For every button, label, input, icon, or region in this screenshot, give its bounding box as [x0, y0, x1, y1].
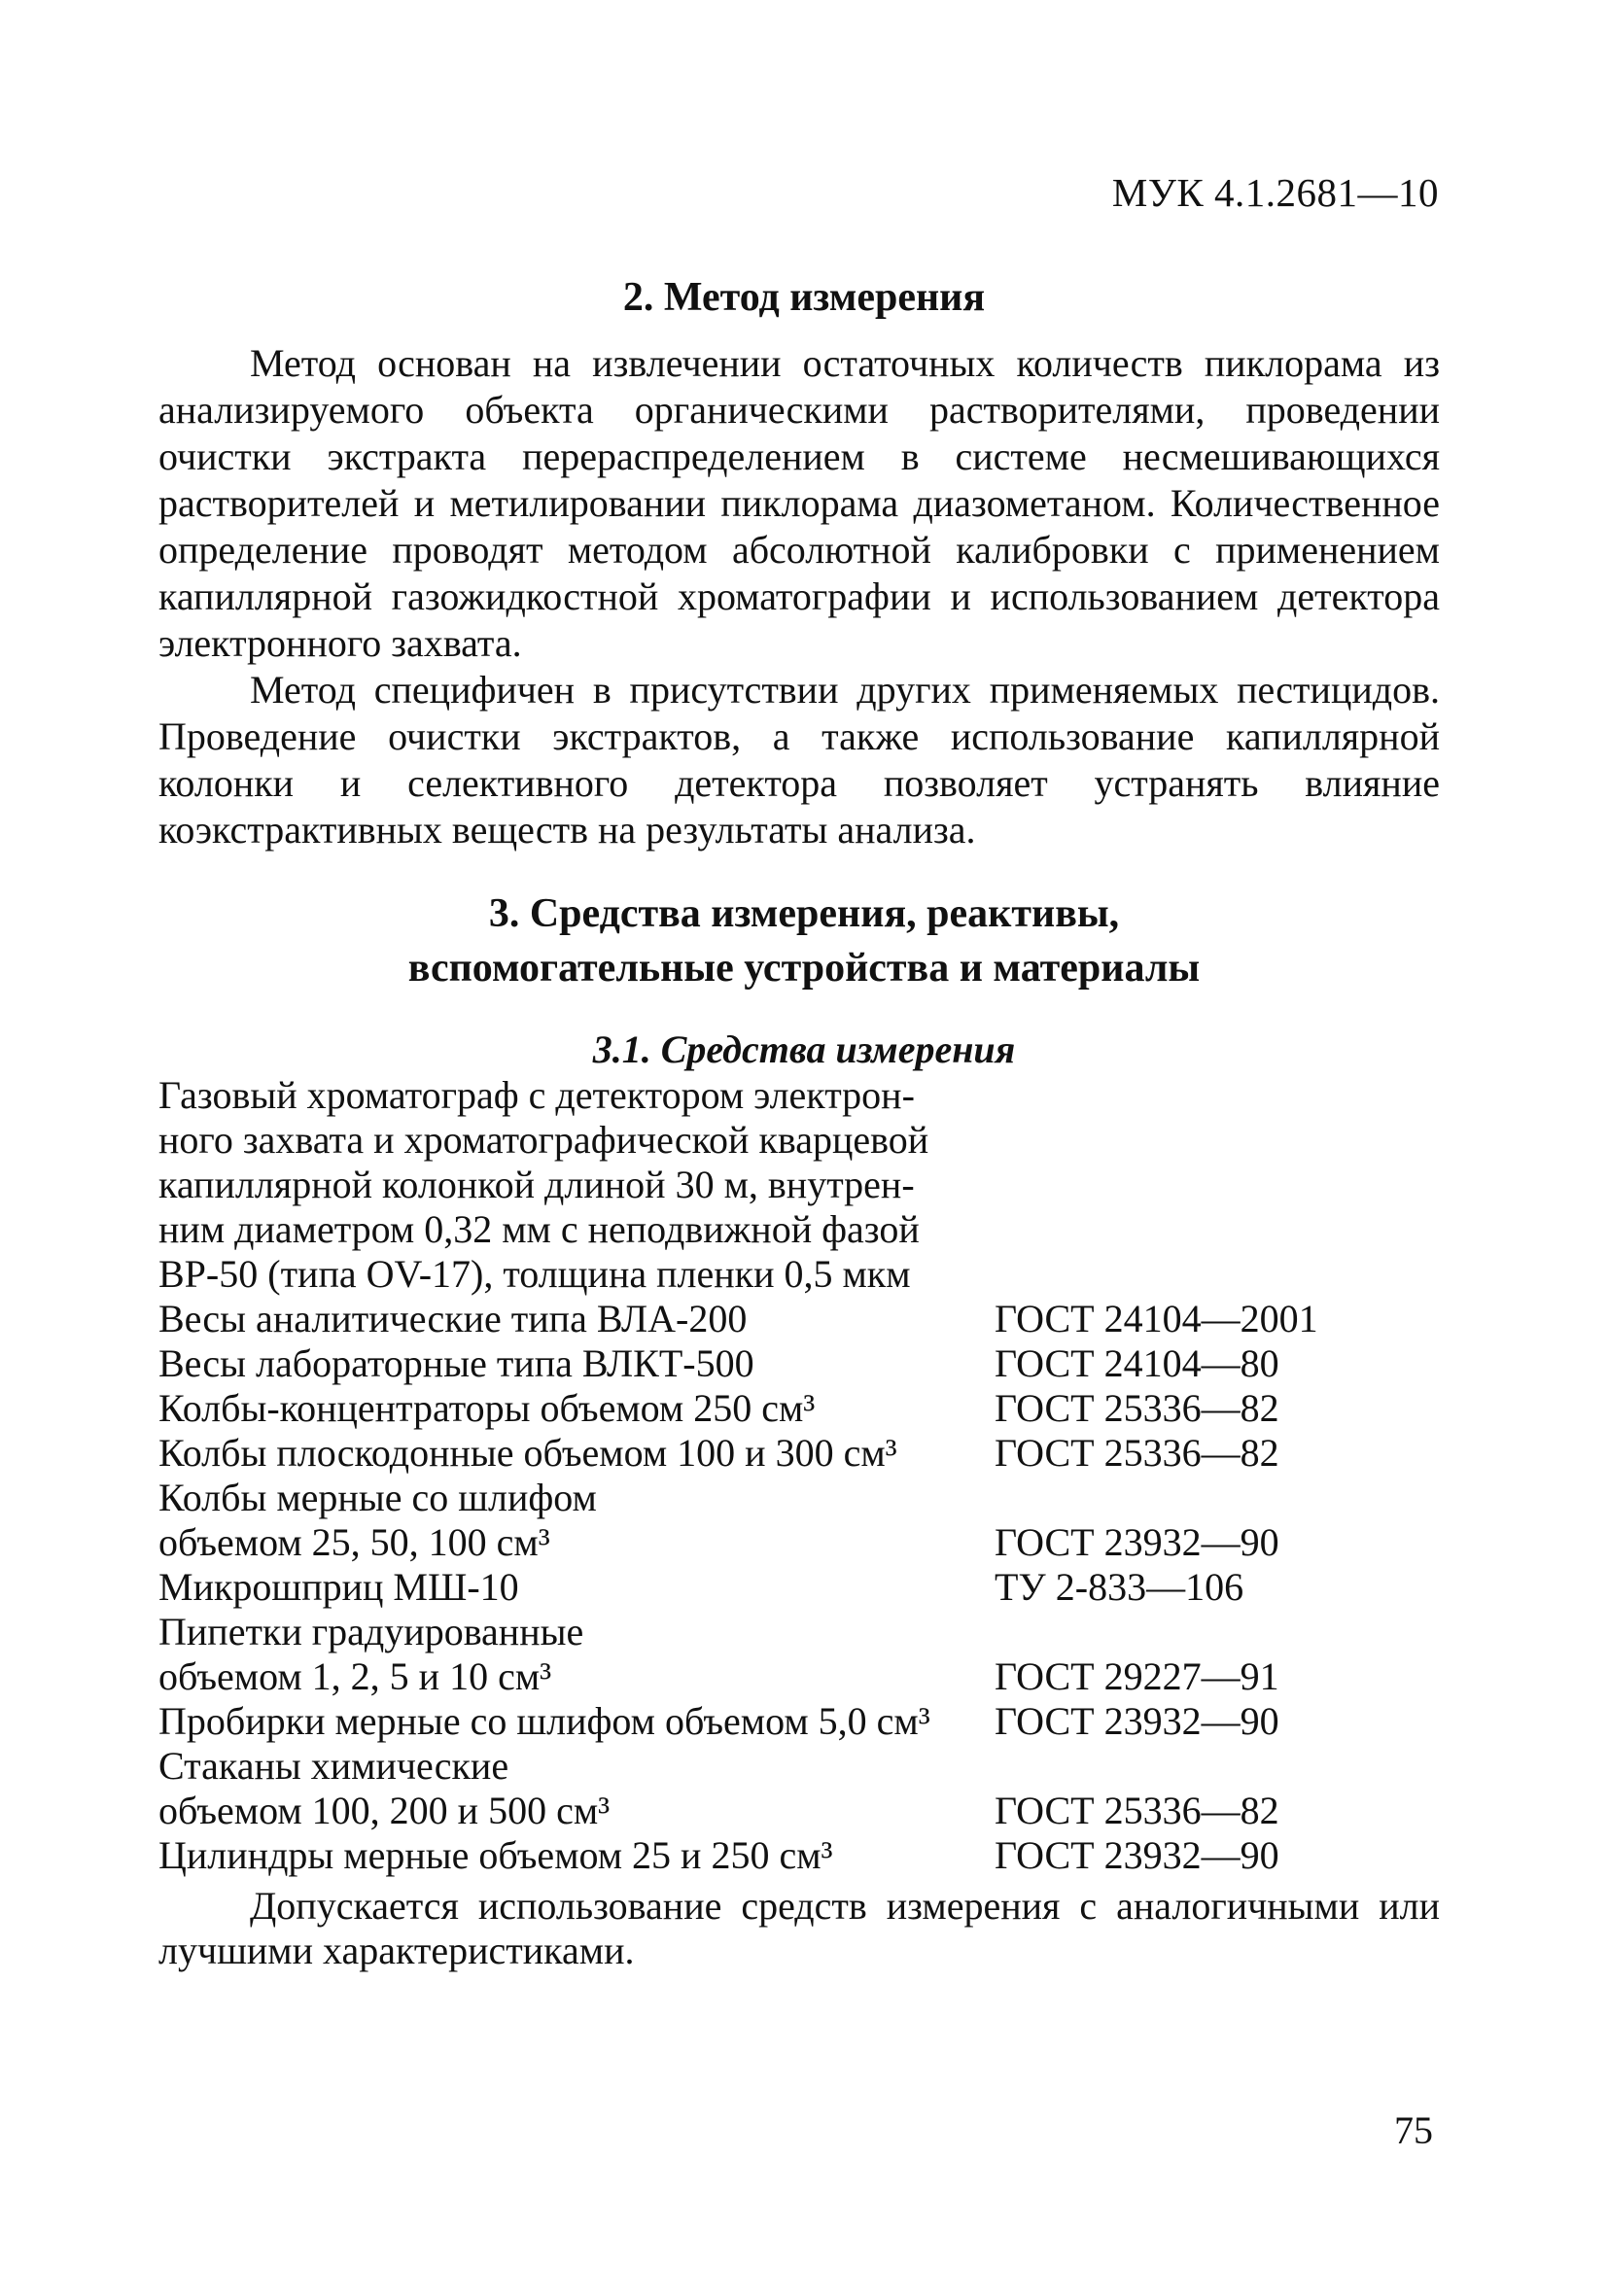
equipment-standard: ГОСТ 23932—90	[995, 1699, 1279, 1743]
equipment-name-line: ним диаметром 0,32 мм с неподвижной фазой	[158, 1207, 920, 1251]
equipment-name-line: BP-50 (типа OV-17), толщина пленки 0,5 мкм	[158, 1252, 911, 1296]
equipment-item-graduated-pipettes	[158, 1610, 1451, 1699]
equipment-item-measuring-tubes	[158, 1699, 1451, 1744]
equipment-list	[158, 1073, 1451, 1878]
equipment-name-line: Пипетки градуированные	[158, 1610, 584, 1653]
document-code: МУК 4.1.2681—10	[1111, 170, 1439, 215]
equipment-standard: ГОСТ 24104—2001	[995, 1297, 1318, 1340]
equipment-name-line: капиллярной колонкой длиной 30 м, внутрен-	[158, 1163, 915, 1206]
section-3-heading	[0, 887, 1608, 995]
equipment-note-text: Допускается использование средств измерения с аналогичными или лучшими характеристиками.	[158, 1884, 1440, 1972]
equipment-standard: ГОСТ 24104—80	[995, 1341, 1279, 1385]
equipment-item-microsyringe	[158, 1565, 1451, 1610]
section-2-paragraph-2	[158, 667, 1440, 853]
equipment-name-line: Газовый хроматограф с детектором электрон-	[158, 1073, 915, 1117]
equipment-standard: ГОСТ 25336—82	[995, 1431, 1279, 1475]
equipment-name-line: Весы лабораторные типа ВЛКТ-500	[158, 1341, 754, 1385]
equipment-standard: ГОСТ 25336—82	[995, 1789, 1279, 1832]
section-2-paragraph-1-text: Метод основан на извлечении остаточных количеств пиклорама из анализируемого объекта органическими растворителями, проведении очистки экстракта перераспределением в системе несмешивающихся растворителей и метилировании пиклорама диазометаном. Количественное определение проводят методом абсолютной калибровки с применением капиллярной газожидкостной хроматографии и использованием детектора электронного захвата.	[158, 341, 1440, 665]
equipment-name-line: объемом 100, 200 и 500 см³	[158, 1789, 611, 1832]
equipment-name-line: Колбы плоскодонные объемом 100 и 300 см³	[158, 1431, 897, 1475]
equipment-standard: ГОСТ 23932—90	[995, 1520, 1279, 1564]
equipment-standard: ГОСТ 23932—90	[995, 1833, 1279, 1877]
equipment-name-line: Колбы-концентраторы объемом 250 см³	[158, 1386, 816, 1430]
equipment-name-line: объемом 1, 2, 5 и 10 см³	[158, 1654, 552, 1698]
equipment-name-line: Весы аналитические типа ВЛА-200	[158, 1297, 748, 1340]
equipment-note	[158, 1884, 1440, 1973]
subsection-3-1-heading: 3.1. Средства измерения	[592, 1027, 1016, 1071]
equipment-name-line: Микрошприц МШ-10	[158, 1565, 519, 1609]
equipment-name-line: Пробирки мерные со шлифом объемом 5,0 см³	[158, 1699, 930, 1743]
equipment-item-volumetric-flasks	[158, 1476, 1451, 1565]
page-number: 75	[1394, 2108, 1433, 2152]
equipment-name-line: объемом 25, 50, 100 см³	[158, 1520, 550, 1564]
section-2-paragraph-2-text: Метод специфичен в присутствии других применяемых пестицидов. Проведение очистки экстрактов, а также использование капиллярной колонки и селективного детектора позволяет устранять влияние коэкстрактивных веществ на результаты анализа.	[158, 668, 1440, 852]
equipment-item-analytical-scales	[158, 1297, 1451, 1341]
equipment-item-flat-bottom-flasks	[158, 1431, 1451, 1476]
equipment-item-chromatograph	[158, 1073, 1451, 1297]
section-2-heading: 2. Метод измерения	[622, 275, 986, 320]
equipment-item-laboratory-scales	[158, 1341, 1451, 1386]
equipment-standard: ГОСТ 25336—82	[995, 1386, 1279, 1430]
equipment-standard: ТУ 2-833—106	[995, 1565, 1244, 1609]
equipment-name-line: ного захвата и хроматографической кварцевой	[158, 1118, 929, 1162]
equipment-item-chemical-beakers	[158, 1744, 1451, 1833]
section-3-heading-line-2: вспомогательные устройства и материалы	[407, 946, 1201, 991]
equipment-name-line: Стаканы химические	[158, 1744, 509, 1788]
equipment-name-line: Цилиндры мерные объемом 25 и 250 см³	[158, 1833, 833, 1877]
equipment-name-line: Колбы мерные со шлифом	[158, 1476, 597, 1519]
equipment-standard: ГОСТ 29227—91	[995, 1654, 1279, 1698]
section-3-heading-line-1: 3. Средства измерения, реактивы,	[488, 891, 1120, 936]
section-2-paragraph-1	[158, 340, 1440, 667]
equipment-item-measuring-cylinders	[158, 1833, 1451, 1878]
equipment-item-concentrator-flasks	[158, 1386, 1451, 1431]
